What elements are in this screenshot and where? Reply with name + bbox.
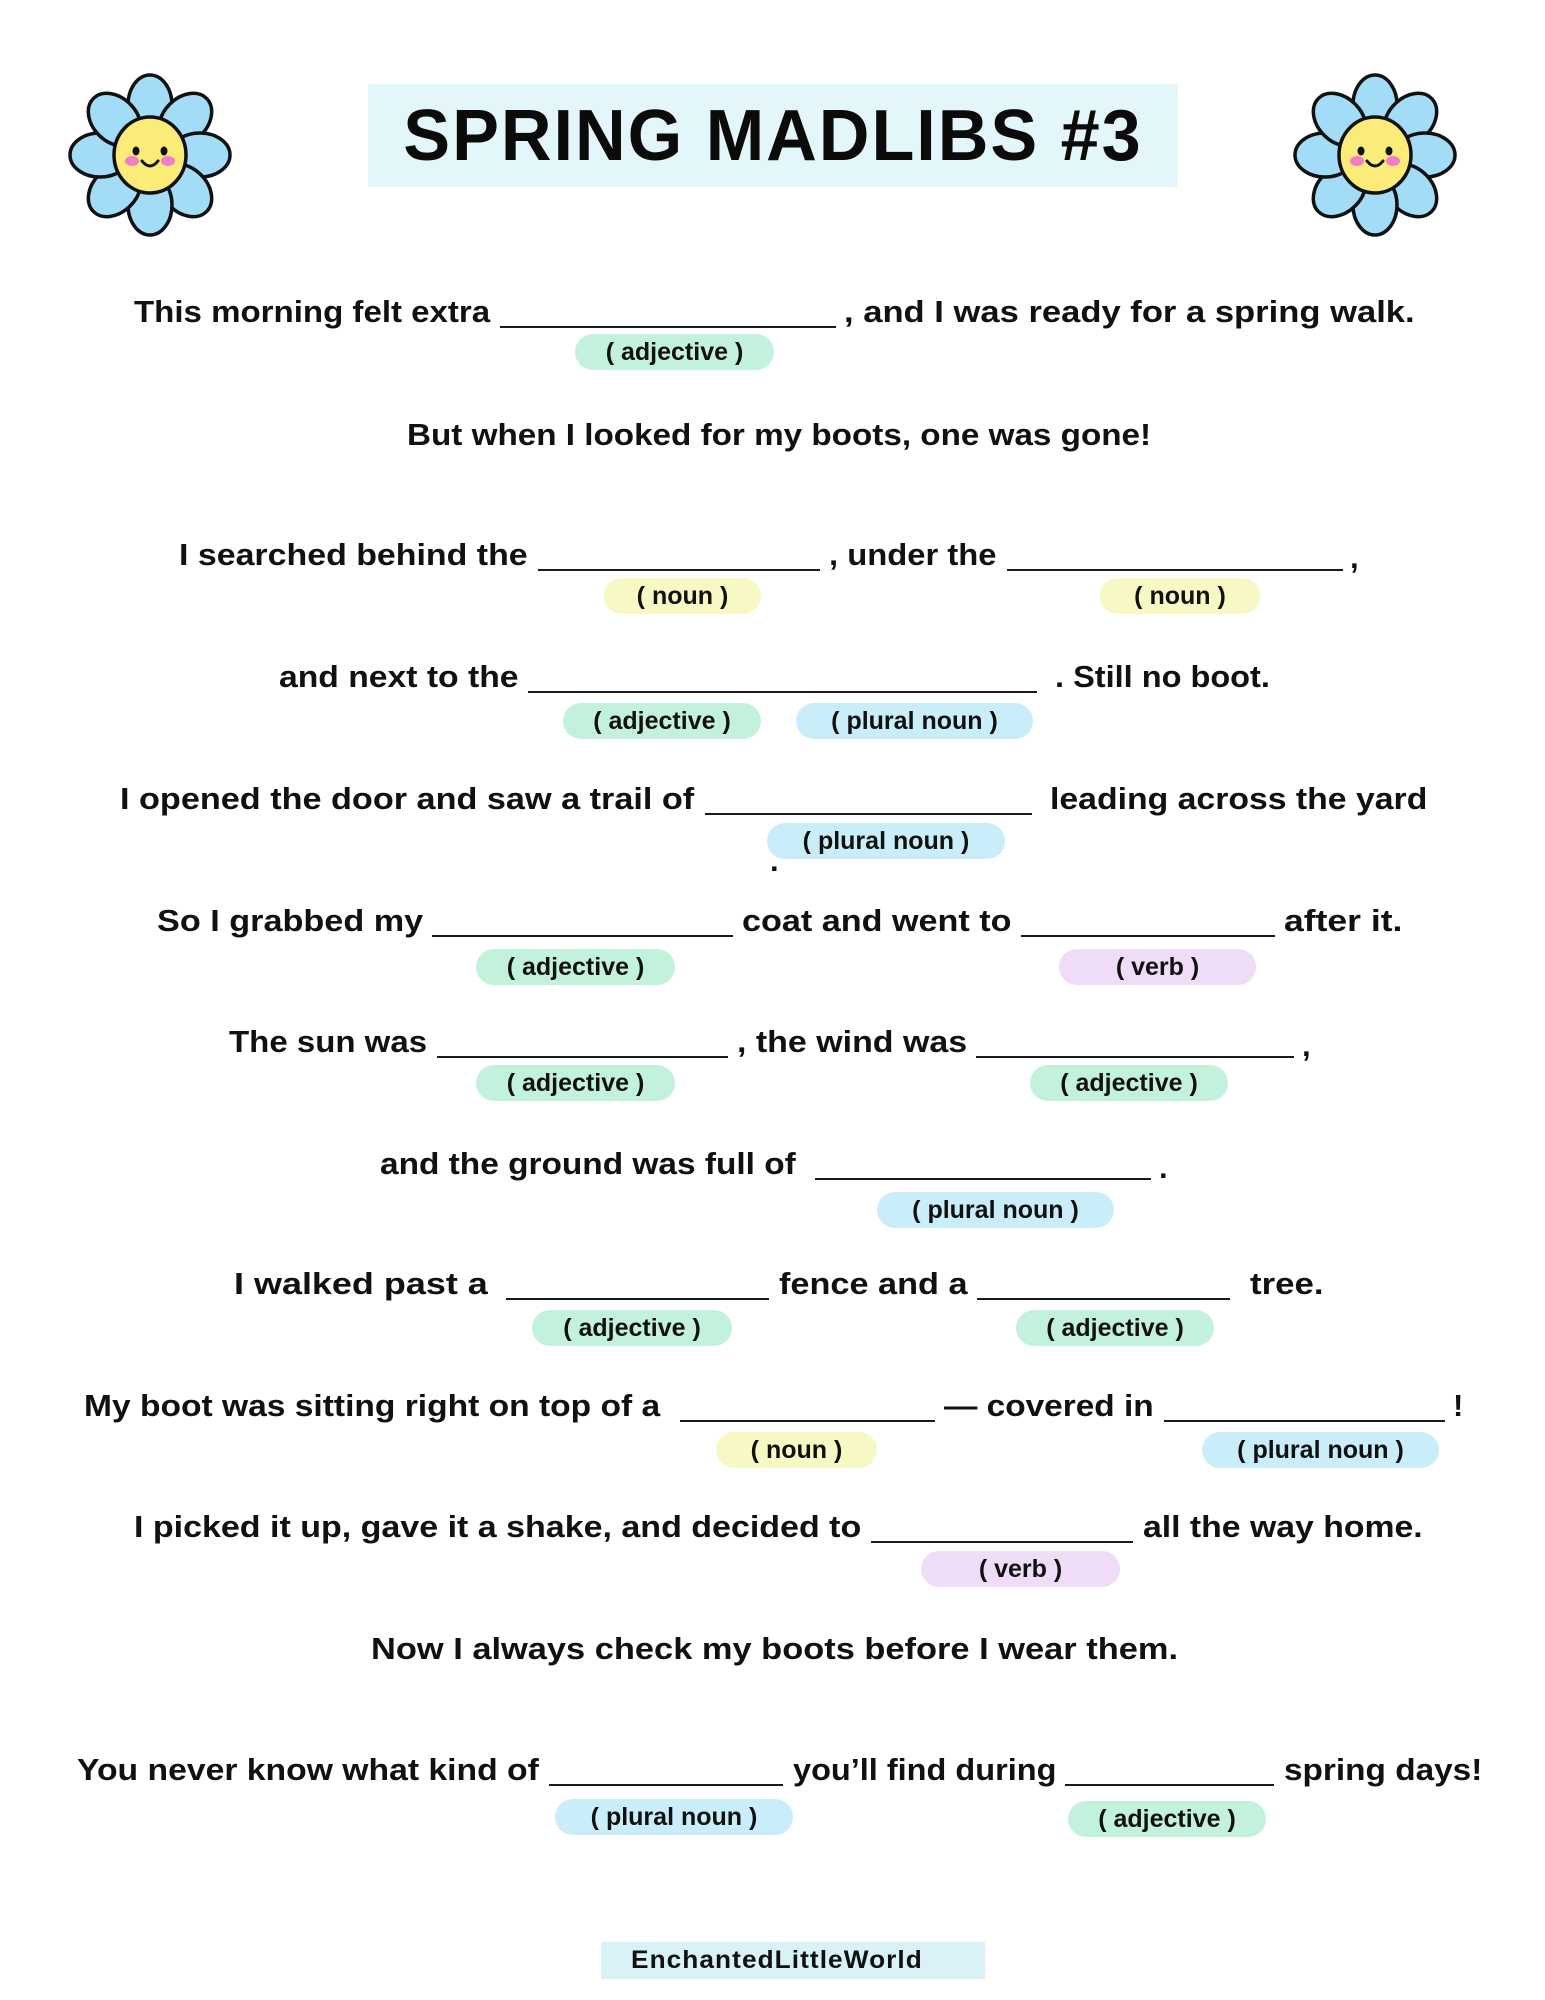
story-text: I walked past a [234, 1266, 488, 1301]
title-banner [368, 84, 1178, 187]
answer-blank-adjective[interactable] [500, 326, 836, 328]
part-of-speech-label-plural-noun: ( plural noun ) [877, 1192, 1114, 1228]
part-of-speech-label-adjective: ( adjective ) [476, 949, 675, 985]
answer-blank-adjective[interactable] [506, 1298, 769, 1300]
story-text: you’ll find during [793, 1752, 1057, 1787]
answer-blank-noun[interactable] [1007, 569, 1343, 571]
part-of-speech-label-plural-noun: ( plural noun ) [767, 823, 1005, 859]
answer-blank-noun[interactable] [538, 569, 820, 571]
brand-name: EnchantedLittleWorld [631, 1946, 923, 1974]
footer-brand-banner [601, 1942, 985, 1979]
answer-blank-plural-noun[interactable] [1164, 1420, 1445, 1422]
part-of-speech-label-adjective: ( adjective ) [1016, 1310, 1214, 1346]
answer-blank-adjective[interactable] [976, 1056, 1294, 1058]
smiling-flower-icon [68, 73, 232, 237]
story-text: and next to the [279, 659, 519, 694]
part-of-speech-label-adjective: ( adjective ) [532, 1310, 732, 1346]
answer-blank-plural-noun[interactable] [815, 1178, 1151, 1180]
sentence-period: . [770, 843, 779, 878]
story-text: . [1159, 1150, 1168, 1185]
story-text: after it. [1284, 903, 1403, 938]
part-of-speech-label-adjective: ( adjective ) [575, 334, 774, 370]
story-text: fence and a [779, 1266, 968, 1301]
story-text: coat and went to [742, 903, 1012, 938]
answer-blank-adjective[interactable] [1065, 1784, 1274, 1786]
answer-blank-verb[interactable] [871, 1541, 1133, 1543]
answer-blank-plural-noun[interactable] [549, 1784, 783, 1786]
part-of-speech-label-adjective: ( adjective ) [1030, 1065, 1228, 1101]
story-text: tree. [1250, 1266, 1324, 1301]
smiling-flower-icon [1293, 73, 1457, 237]
story-text: , [1350, 540, 1359, 575]
story-text: I opened the door and saw a trail of [120, 781, 695, 816]
story-text: I picked it up, gave it a shake, and decided to [134, 1509, 862, 1544]
part-of-speech-label-noun: ( noun ) [604, 578, 761, 614]
story-text: ! [1453, 1388, 1464, 1423]
answer-blank-adjective[interactable] [432, 935, 733, 937]
part-of-speech-label-verb: ( verb ) [921, 1551, 1120, 1587]
story-text: But when I looked for my boots, one was gone! [407, 417, 1152, 452]
part-of-speech-label-adjective: ( adjective ) [1068, 1801, 1266, 1837]
part-of-speech-label-plural-noun: ( plural noun ) [1202, 1432, 1439, 1468]
story-text: You never know what kind of [77, 1752, 539, 1787]
part-of-speech-label-verb: ( verb ) [1059, 949, 1256, 985]
part-of-speech-label-plural-noun: ( plural noun ) [555, 1799, 793, 1835]
story-text: all the way home. [1143, 1509, 1423, 1544]
part-of-speech-label-noun: ( noun ) [1100, 578, 1260, 614]
story-text: and the ground was full of [380, 1146, 796, 1181]
part-of-speech-label-adjective: ( adjective ) [476, 1065, 675, 1101]
answer-blank-plural-noun[interactable] [705, 813, 1032, 815]
answer-blank-adjective[interactable] [977, 1298, 1230, 1300]
part-of-speech-label-noun: ( noun ) [716, 1432, 877, 1468]
part-of-speech-label-plural-noun: ( plural noun ) [796, 703, 1033, 739]
answer-blank-adjective[interactable] [437, 1056, 728, 1058]
story-text: , under the [829, 537, 997, 572]
story-text: Now I always check my boots before I wear them. [371, 1631, 1179, 1666]
story-text: leading across the yard [1050, 781, 1428, 816]
story-text: My boot was sitting right on top of a [84, 1388, 661, 1423]
part-of-speech-label-adjective: ( adjective ) [563, 703, 761, 739]
story-text: spring days! [1284, 1752, 1483, 1787]
answer-blank-noun[interactable] [680, 1420, 935, 1422]
story-text: I searched behind the [179, 537, 528, 572]
story-text: . Still no boot. [1055, 659, 1270, 694]
answer-blank-adjective-plural-noun[interactable] [528, 691, 1037, 693]
story-text: — covered in [944, 1388, 1154, 1423]
story-text: The sun was [229, 1024, 428, 1059]
story-text: , and I was ready for a spring walk. [844, 294, 1415, 329]
page-title: SPRING MADLIBS #3 [403, 95, 1143, 176]
story-text: , the wind was [737, 1024, 968, 1059]
story-text: This morning felt extra [134, 294, 491, 329]
story-text: , [1302, 1028, 1311, 1063]
answer-blank-verb[interactable] [1021, 935, 1275, 937]
story-text: So I grabbed my [157, 903, 424, 938]
